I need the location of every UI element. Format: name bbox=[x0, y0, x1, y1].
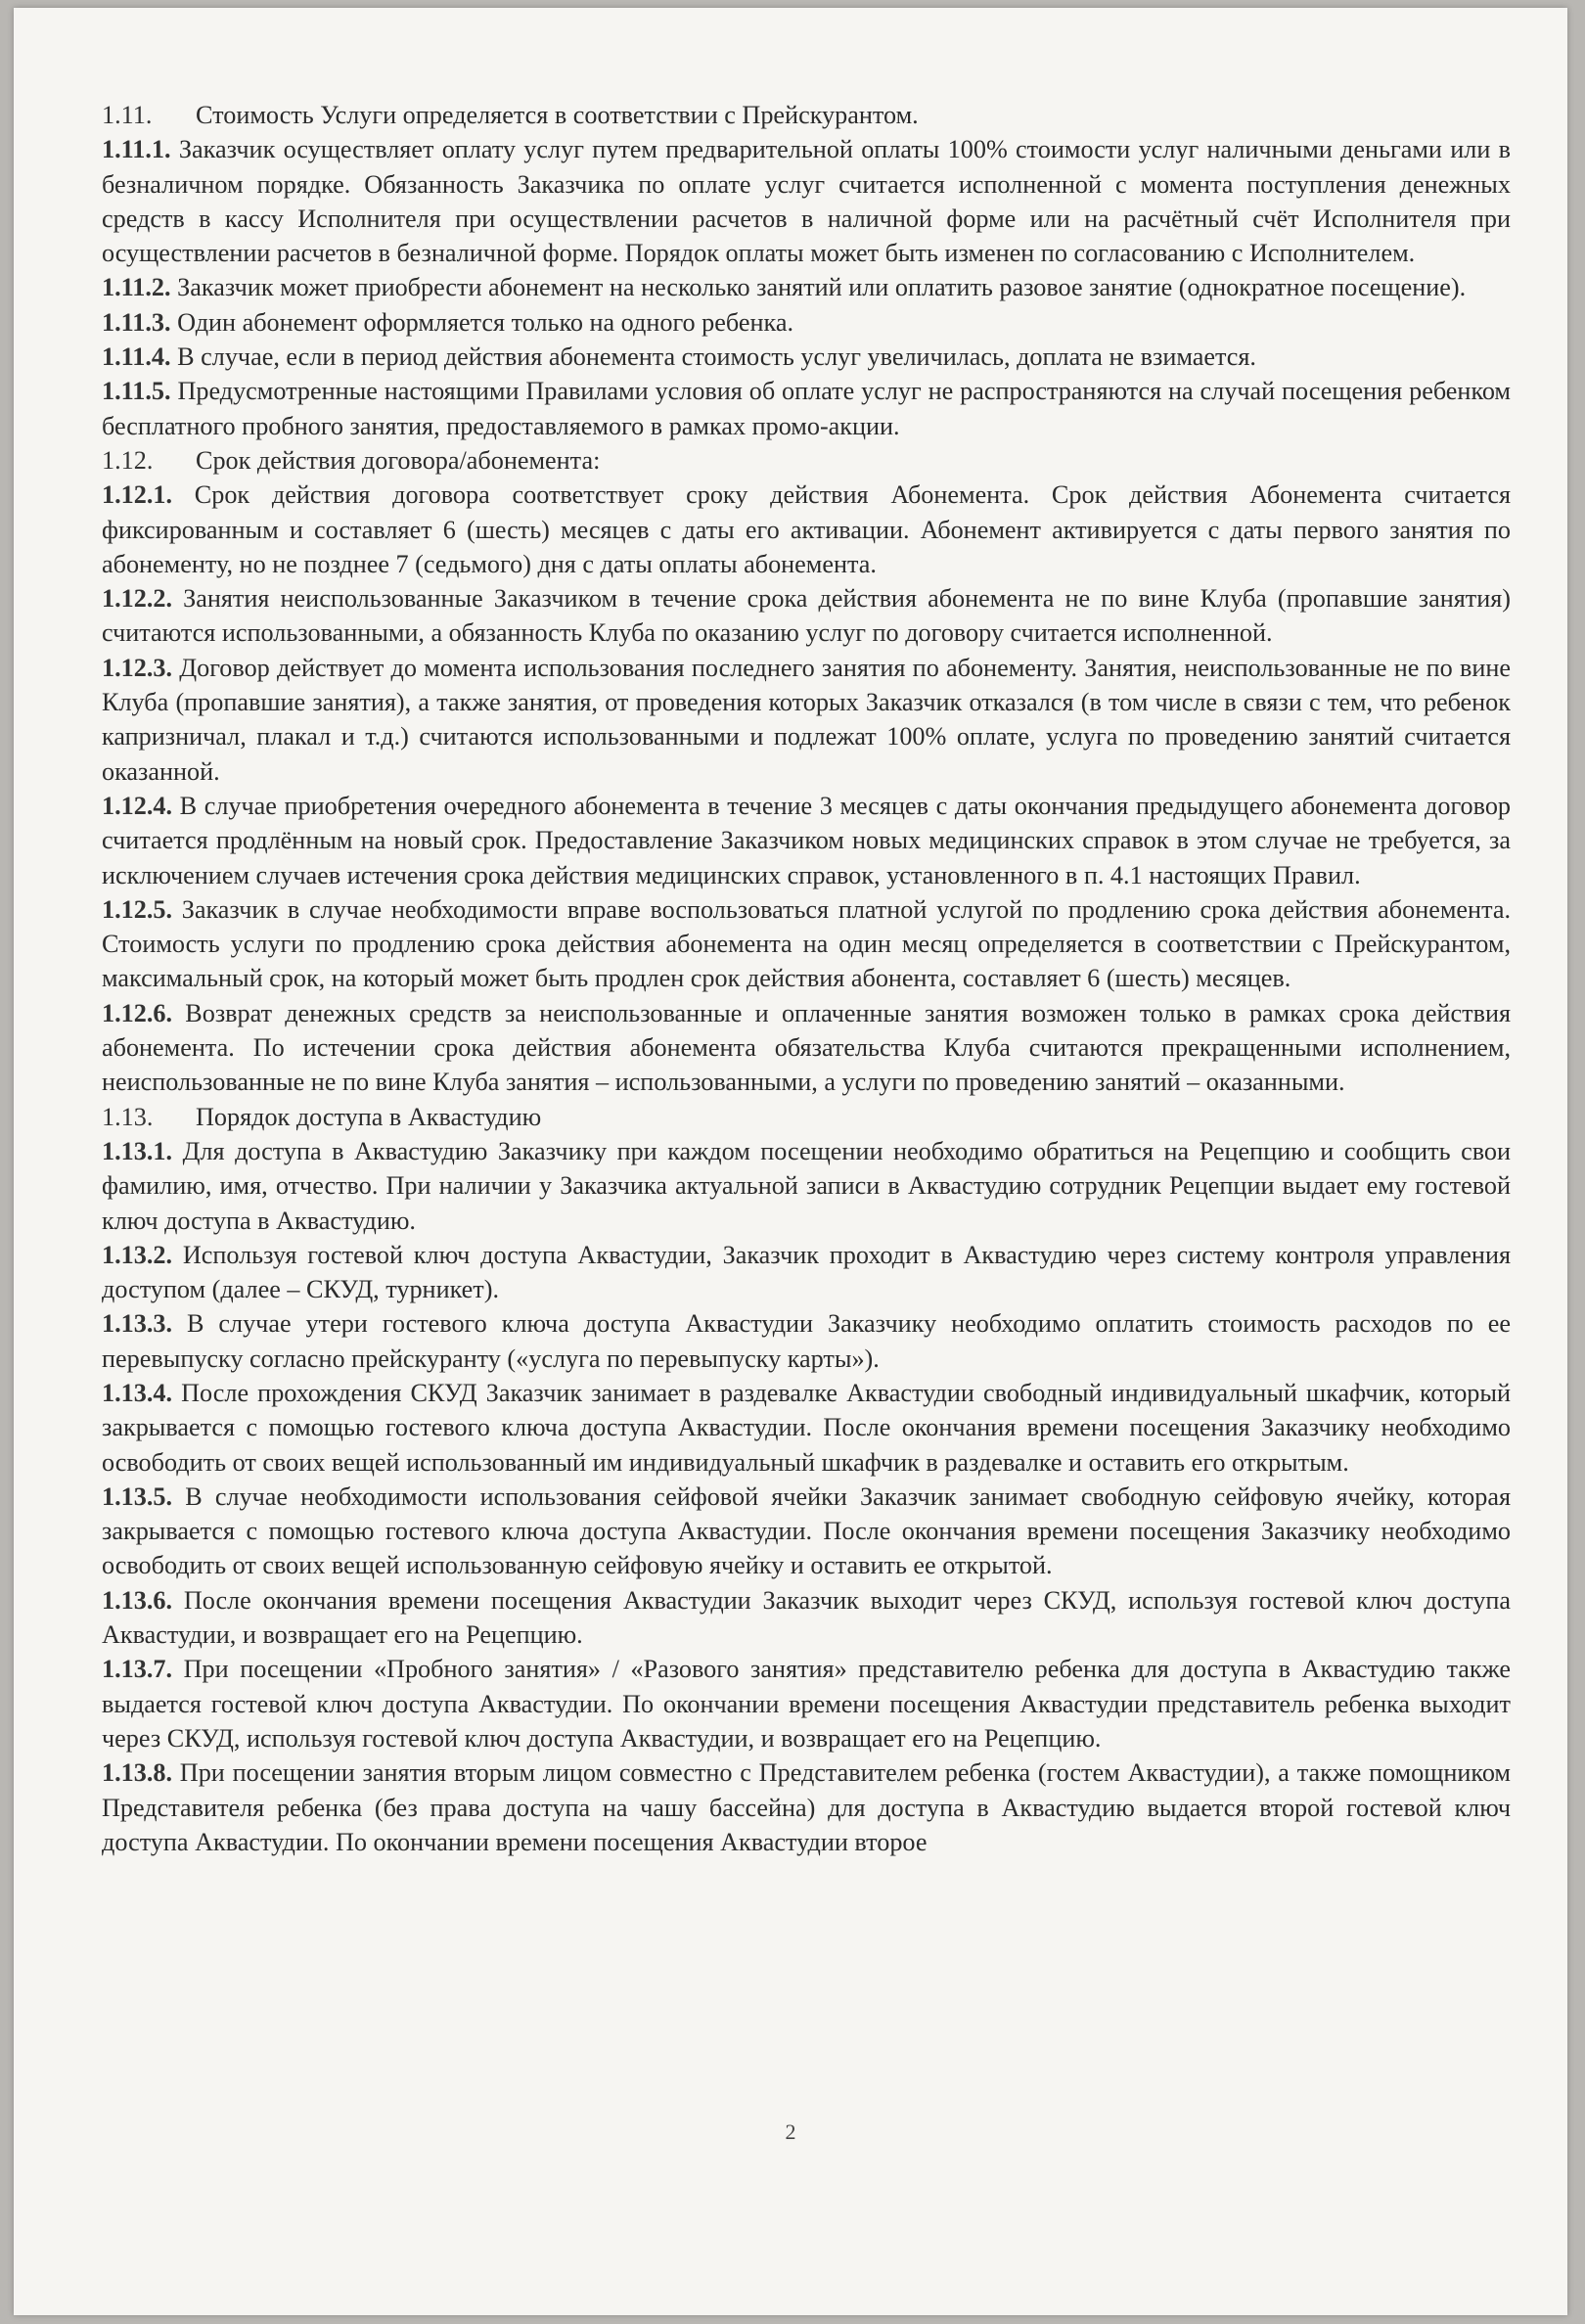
clause-number: 1.12.2. bbox=[102, 584, 173, 614]
section-number: 1.11. bbox=[102, 101, 153, 129]
clause-number: 1.13.4. bbox=[102, 1378, 173, 1407]
clause-text: Возврат денежных средств за неиспользованные и оплаченные занятия возможен только в рамках срока действия абонемента. По истечении срока действия абонемента обязательства Клуба считаются прекращенными исполнением, неиспользованные не по вине Клуба занятия – использованными, а услуги по проведению занятий – оказанными. bbox=[102, 998, 1511, 1097]
clause bbox=[102, 1755, 1511, 1859]
clause bbox=[102, 340, 1511, 374]
clause-number: 1.12.3. bbox=[102, 653, 173, 682]
clause-text: Заказчик может приобрести абонемент на несколько занятий или оплатить разовое занятие (однократное посещение). bbox=[177, 273, 1467, 302]
clause-number: 1.11.4. bbox=[102, 342, 171, 372]
clause-text: В случае утери гостевого ключа доступа Аквастудии Заказчику необходимо оплатить стоимость расходов по ее перевыпуску согласно прейскуранту («услуга по перевыпуску карты»). bbox=[102, 1309, 1512, 1373]
clause-number: 1.13.6. bbox=[102, 1585, 173, 1615]
clause bbox=[102, 1134, 1511, 1238]
clause bbox=[102, 581, 1511, 651]
clause bbox=[102, 478, 1511, 581]
clause bbox=[102, 1480, 1511, 1583]
clause-text: При посещении занятия вторым лицом совместно с Представителем ребенка (гостем Аквастудии), а также помощником Представителя ребенка (без права доступа на чашу бассейна) для доступа в Аквастудию выдается второй гостевой ключ доступа Аквастудии. По окончании времени посещения Аквастудии второе bbox=[102, 1758, 1511, 1856]
clause bbox=[102, 1238, 1511, 1307]
clause-number: 1.12.5. bbox=[102, 894, 173, 924]
clause-number: 1.11.5. bbox=[102, 377, 171, 406]
clause-number: 1.13.5. bbox=[102, 1481, 173, 1511]
clause-text: Предусмотренные настоящими Правилами условия об оплате услуг не распространяются на случай посещения ребенком бесплатного пробного занятия, предоставляемого в рамках промо-акции. bbox=[102, 377, 1511, 440]
clause-text: После окончания времени посещения Аквастудии Заказчик выходит через СКУД, используя гостевой ключ доступа Аквастудии, и возвращает его на Рецепцию. bbox=[102, 1585, 1512, 1650]
clause-text: Используя гостевой ключ доступа Аквастудии, Заказчик проходит в Аквастудию через систему контроля управления доступом (далее – СКУД, турникет). bbox=[102, 1240, 1512, 1304]
clause bbox=[102, 374, 1511, 443]
clause-text: В случае, если в период действия абонемента стоимость услуг увеличилась, доплата не взимается. bbox=[177, 342, 1256, 372]
clause bbox=[102, 305, 1511, 340]
clause bbox=[102, 132, 1511, 270]
clause bbox=[102, 1376, 1511, 1480]
clause-text: Занятия неиспользованные Заказчиком в течение срока действия абонемента не по вине Клуба (пропавшие занятия) считаются использованными, а обязанность Клуба по оказанию услуг по договору считается исполненной. bbox=[102, 584, 1511, 648]
section-heading bbox=[102, 443, 1511, 478]
section-heading bbox=[102, 98, 1511, 132]
clause-number: 1.13.2. bbox=[102, 1240, 173, 1269]
clause bbox=[102, 789, 1511, 892]
section-text: Стоимость Услуги определяется в соответствии с Прейскурантом. bbox=[196, 101, 919, 129]
clause bbox=[102, 1583, 1511, 1653]
section-text: Срок действия договора/абонемента: bbox=[196, 445, 601, 475]
clause-text: Для доступа в Аквастудию Заказчику при каждом посещении необходимо обратиться на Рецепцию и сообщить свои фамилию, имя, отчество. При наличии у Заказчика актуальной записи в Аквастудию сотрудник Рецепции выдает ему гостевой ключ доступа в Аквастудию. bbox=[102, 1136, 1512, 1235]
clause-text: Заказчик осуществляет оплату услуг путем предварительной оплаты 100% стоимости услуг наличными деньгами или в безналичном порядке. Обязанность Заказчика по оплате услуг считается исполненной с момента поступления денежных средств в кассу Исполнителя при осуществлении расчетов в наличной форме или на расчётный счёт Исполнителя при осуществлении расчетов в безналичной форме. Порядок оплаты может быть изменен по согласованию с Исполнителем. bbox=[102, 135, 1511, 268]
clause-text: В случае приобретения очередного абонемента в течение 3 месяцев с даты окончания предыдущего абонемента договор считается продлённым на новый срок. Предоставление Заказчиком новых медицинских справок в этом случае не требуется, за исключением случаев истечения срока действия медицинских справок, установленного в п. 4.1 настоящих Правил. bbox=[102, 791, 1511, 889]
clause bbox=[102, 1306, 1511, 1376]
clause bbox=[102, 1652, 1511, 1755]
clause-number: 1.13.7. bbox=[102, 1655, 173, 1684]
clause-number: 1.12.6. bbox=[102, 998, 173, 1027]
clause bbox=[102, 270, 1511, 304]
section-text: Порядок доступа в Аквастудию bbox=[196, 1102, 542, 1131]
clause-text: После прохождения СКУД Заказчик занимает в раздевалке Аквастудии свободный индивидуальный шкафчик, который закрывается с помощью гостевого ключа доступа Аквастудии. После окончания времени посещения Заказчику необходимо освободить от своих вещей использованный им индивидуальный шкафчик в раздевалке и оставить его открытым. bbox=[102, 1378, 1511, 1477]
clause-text: Срок действия договора соответствует сроку действия Абонемента. Срок действия Абонемента считается фиксированным и составляет 6 (шесть) месяцев с даты его активации. Абонемент активируется с даты первого занятия по абонементу, но не позднее 7 (седьмого) дня с даты оплаты абонемента. bbox=[102, 480, 1511, 578]
clause-number: 1.13.3. bbox=[102, 1309, 173, 1339]
section-number: 1.12. bbox=[102, 445, 154, 475]
clause bbox=[102, 651, 1511, 789]
clause-number: 1.12.1. bbox=[102, 480, 173, 510]
clause bbox=[102, 996, 1511, 1100]
clause-text: В случае необходимости использования сейфовой ячейки Заказчик занимает свободную сейфовую ячейку, которая закрывается с помощью гостевого ключа доступа Аквастудии. После окончания времени посещения Заказчику необходимо освободить от своих вещей использованную сейфовую ячейку и оставить ее открытой. bbox=[102, 1481, 1511, 1580]
clause-number: 1.13.8. bbox=[102, 1758, 173, 1788]
page-number: 2 bbox=[785, 2119, 796, 2144]
clause-number: 1.11.2. bbox=[102, 273, 171, 302]
document-page bbox=[14, 8, 1567, 2315]
clause bbox=[102, 892, 1511, 996]
clause-number: 1.11.1. bbox=[102, 135, 171, 164]
clause-number: 1.12.4. bbox=[102, 791, 173, 820]
section-number: 1.13. bbox=[102, 1102, 154, 1131]
clause-text: Один абонемент оформляется только на одного ребенка. bbox=[177, 307, 794, 337]
clause-text: Заказчик в случае необходимости вправе воспользоваться платной услугой по продлению срока действия абонемента. Стоимость услуги по продлению срока действия абонемента на один месяц определяется в соответствии с Прейскурантом, максимальный срок, на который может быть продлен срок действия абонента, составляет 6 (шесть) месяцев. bbox=[102, 894, 1511, 993]
document-body bbox=[102, 98, 1511, 1859]
clause-text: При посещении «Пробного занятия» / «Разового занятия» представителю ребенка для доступа в Аквастудию также выдается гостевой ключ доступа Аквастудии. По окончании времени посещения Аквастудии представитель ребенка выходит через СКУД, используя гостевой ключ доступа Аквастудии, и возвращает его на Рецепцию. bbox=[102, 1655, 1512, 1753]
clause-number: 1.11.3. bbox=[102, 307, 171, 337]
clause-number: 1.13.1. bbox=[102, 1136, 173, 1165]
clause-text: Договор действует до момента использования последнего занятия по абонементу. Занятия, неиспользованные не по вине Клуба (пропавшие занятия), а также занятия, от проведения которых Заказчик отказался (в том числе в связи с тем, что ребенок капризничал, плакал и т.д.) считаются использованными и подлежат 100% оплате, услуга по проведению занятий считается оказанной. bbox=[102, 653, 1512, 786]
section-heading bbox=[102, 1100, 1511, 1134]
